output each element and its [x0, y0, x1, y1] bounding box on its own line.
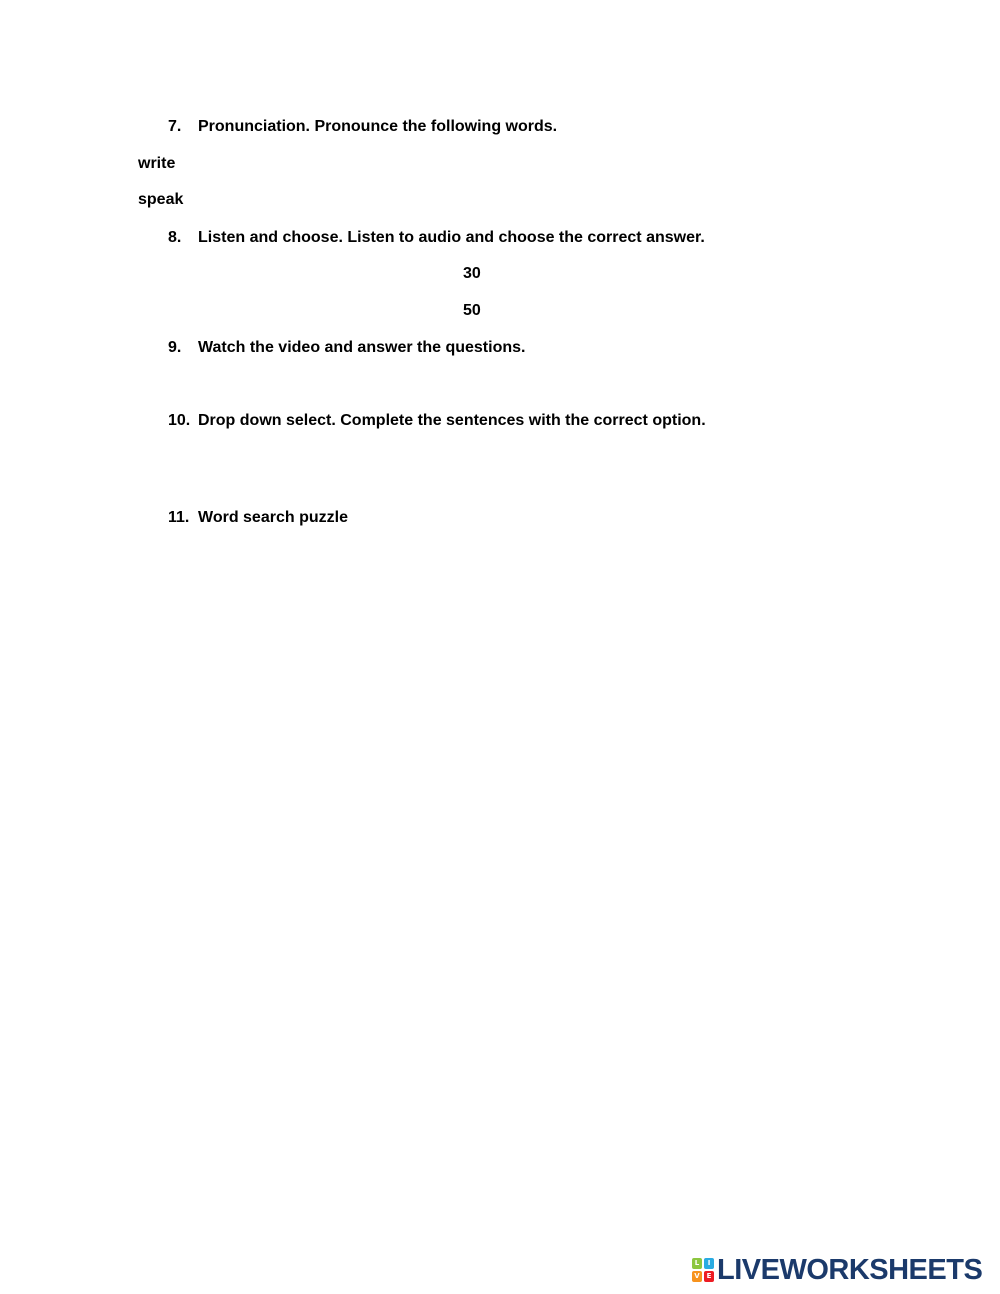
liveworksheets-logo-icon: L I V E: [692, 1258, 714, 1282]
question-text: Listen and choose. Listen to audio and choose the correct answer.: [198, 229, 705, 246]
question-text: Watch the video and answer the questions.: [198, 339, 526, 356]
question-number: 11.: [168, 509, 190, 526]
answer-option-50[interactable]: 50: [463, 302, 481, 319]
question-text: Word search puzzle: [198, 509, 348, 526]
word-speak: speak: [138, 191, 184, 208]
word-write: write: [138, 155, 176, 172]
question-number: 10.: [168, 412, 191, 429]
question-text: Drop down select. Complete the sentences with the correct option.: [198, 412, 706, 429]
liveworksheets-logo: [692, 1255, 982, 1285]
answer-option-30[interactable]: 30: [463, 265, 481, 282]
question-number: 8.: [168, 229, 182, 246]
logo-text: LIVEWORKSHEETS: [717, 1254, 983, 1286]
question-number: 9.: [168, 339, 182, 356]
question-number: 7.: [168, 118, 182, 135]
question-text: Pronunciation. Pronounce the following words.: [198, 118, 558, 135]
